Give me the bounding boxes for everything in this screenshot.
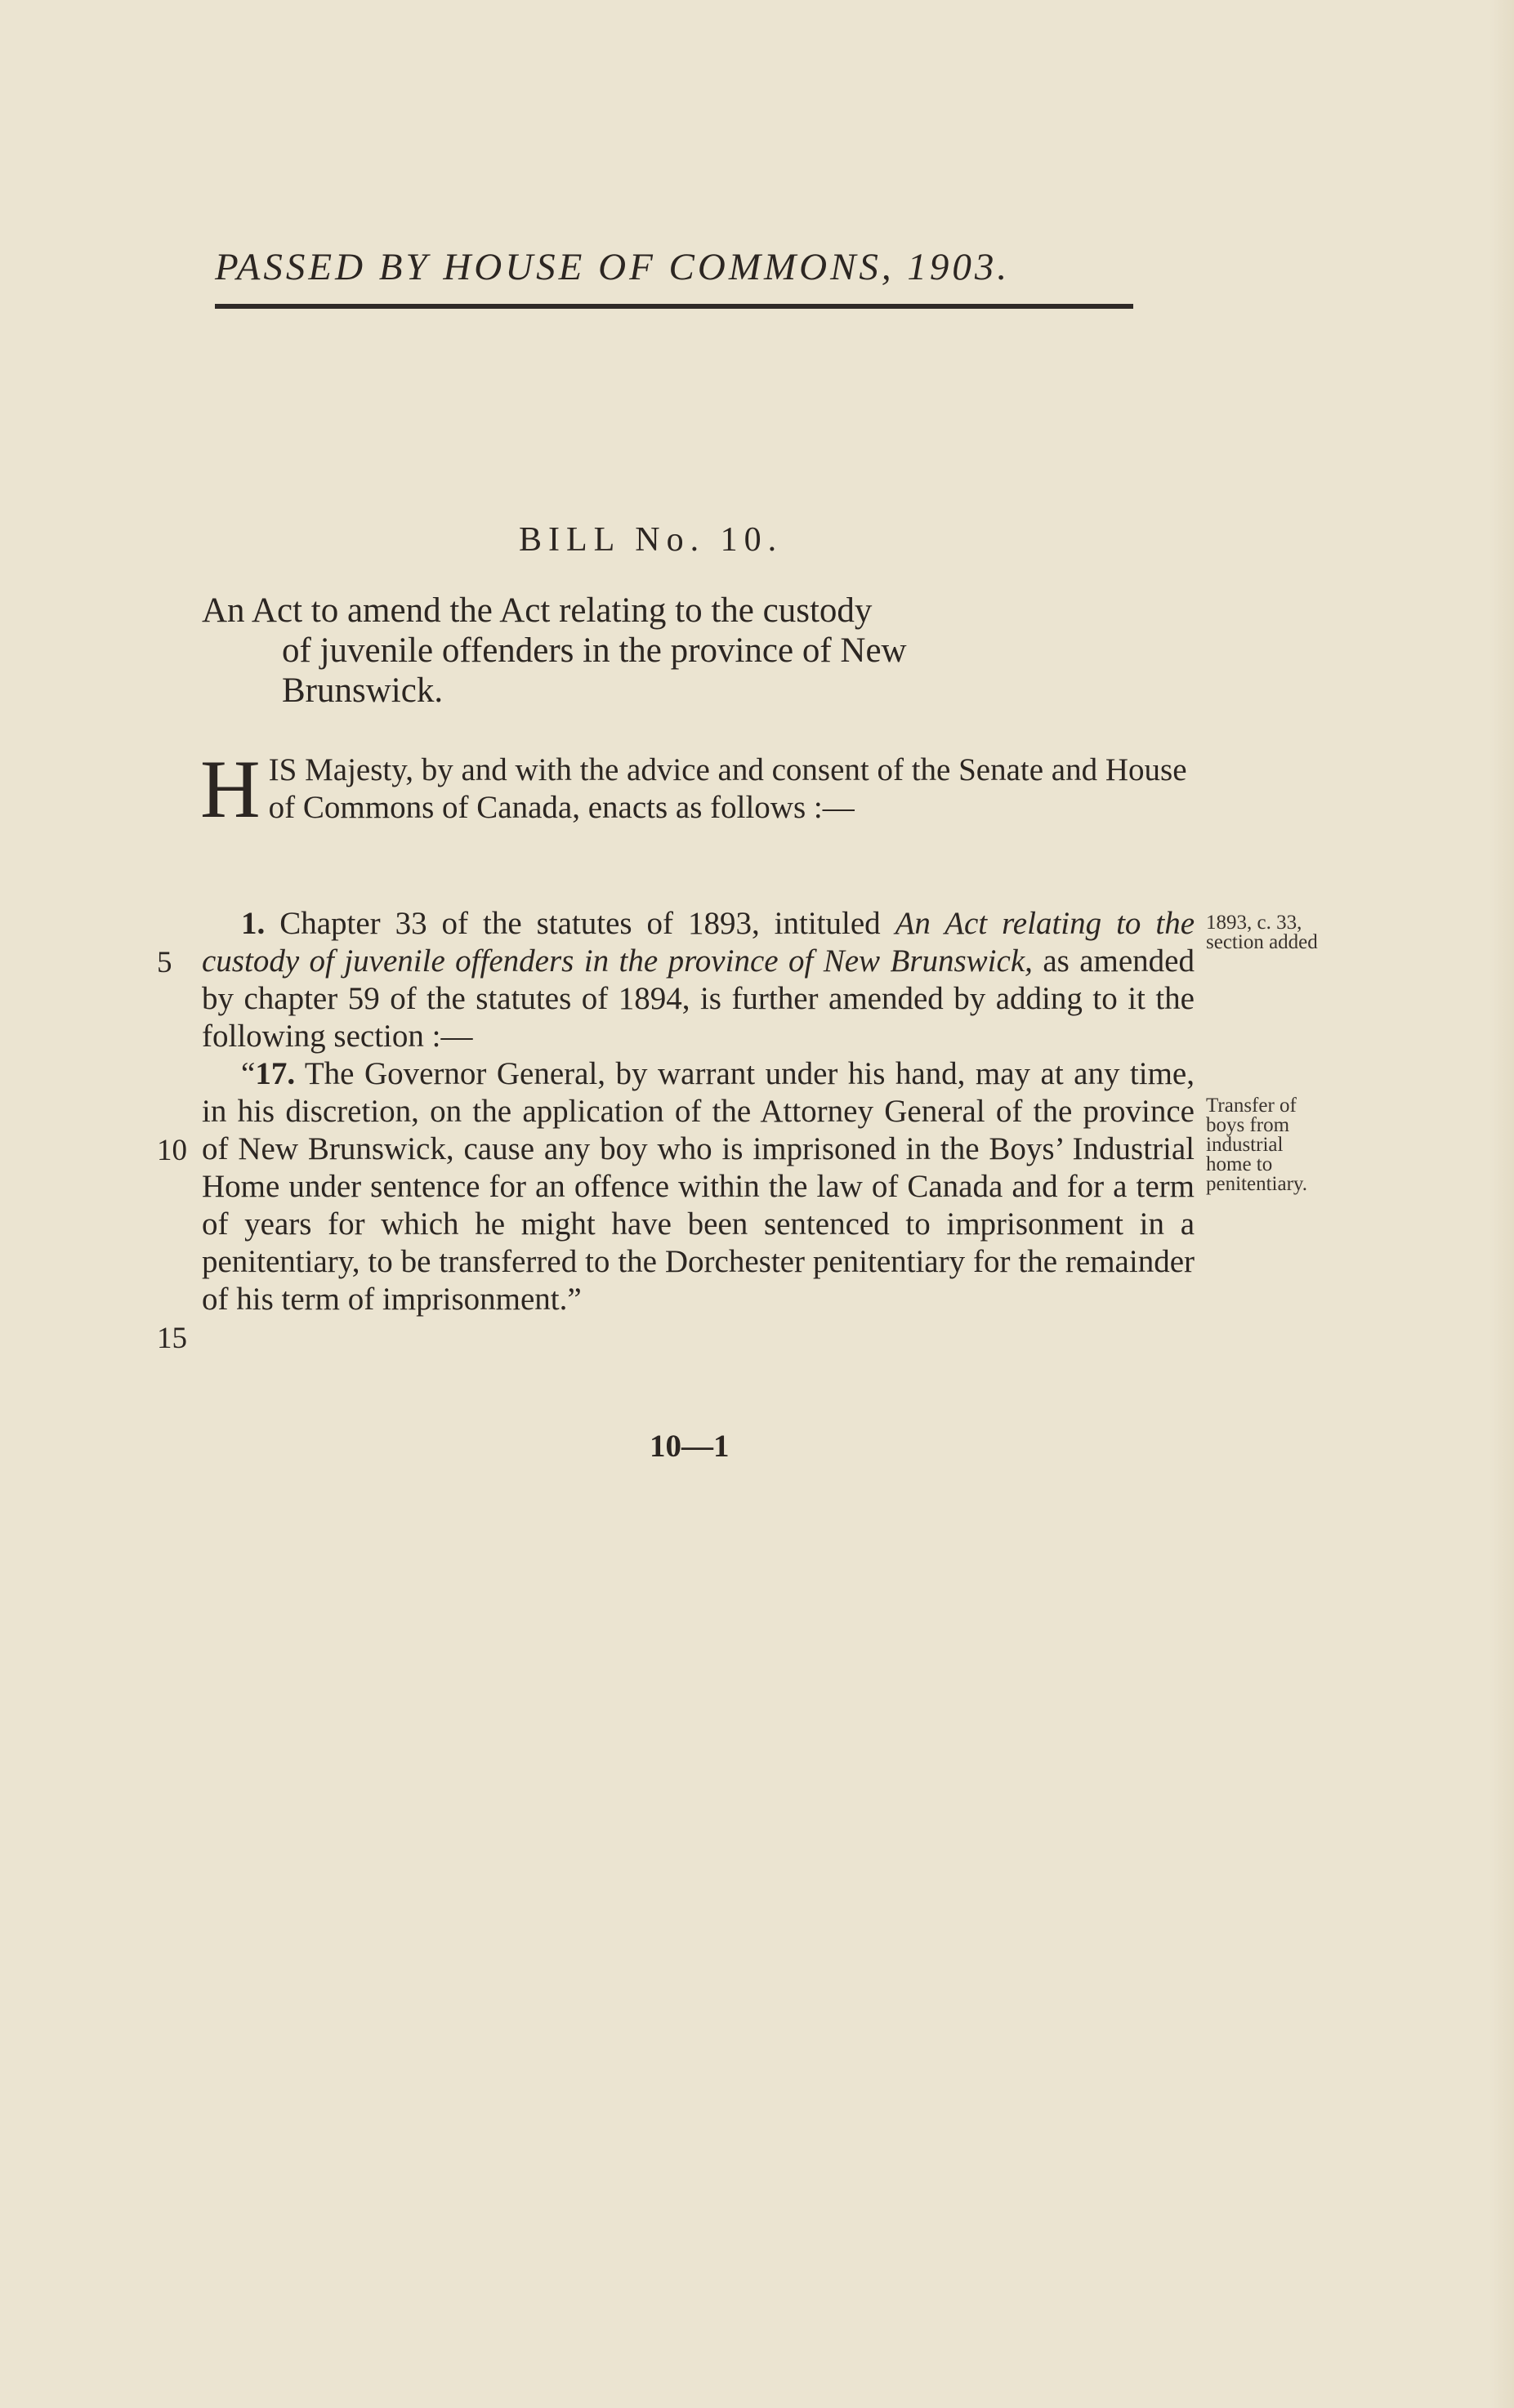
section-1-number: 1.: [241, 906, 266, 941]
act-title-line-3: Brunswick.: [282, 671, 444, 710]
margin-note-2-line-4: home to: [1206, 1153, 1273, 1175]
section-1-paragraph: [202, 905, 1195, 1055]
margin-note-transfer: [1206, 1096, 1307, 1194]
paper-edge: [1489, 0, 1514, 2408]
bill-number-title: BILL No. 10.: [519, 521, 784, 559]
margin-note-section-added: [1206, 913, 1318, 952]
act-title-line-1: An Act to amend the Act relating to the custody: [202, 591, 873, 630]
section-1-block: [202, 905, 1195, 1318]
margin-note-1-line-1: 1893, c. 33,: [1206, 912, 1302, 934]
section-17-number: 17.: [255, 1056, 296, 1091]
margin-note-2-line-1: Transfer of: [1206, 1095, 1297, 1117]
margin-note-2-line-2: boys from: [1206, 1114, 1290, 1136]
enacting-clause: [200, 743, 1193, 836]
line-number-15: 15: [157, 1322, 187, 1355]
act-long-title: [202, 591, 1190, 711]
enacting-clause-text: IS Majesty, by and with the advice and consent of the Senate and House of Commons of Canada, enacts as follows :—: [268, 752, 1187, 825]
line-number-5: 5: [157, 946, 172, 979]
margin-note-1-line-2: section added: [1206, 931, 1318, 953]
act-title-line-2: of juvenile offenders in the province of New: [282, 631, 907, 670]
section-1-text-before: Chapter 33 of the statutes of 1893, intituled: [279, 906, 881, 941]
passage-header: PASSED BY HOUSE OF COMMONS, 1903.: [215, 246, 1011, 288]
section-17-text: The Governor General, by warrant under his hand, may at any time, in his discretion, on the application of the Attorney General of the province of New Brunswick, cause any boy who is imprisoned in the Boys’ Industrial Home under sentence for an offence within the law of Canada and for a term of years for which he might have been sentenced to imprisonment in a penitentiary, to be transferred to the Dorchester penitentiary for the remainder of his term of imprisonment.”: [202, 1056, 1195, 1317]
section-1-text-after: as amended by chapter 59 of the statutes of 1894, is further amended by adding to it the following section :—: [202, 943, 1195, 1054]
header-rule: [215, 304, 1133, 309]
drop-cap-letter: H: [200, 743, 261, 836]
line-number-10: 10: [157, 1134, 187, 1167]
margin-note-2-line-3: industrial: [1206, 1134, 1284, 1156]
section-17-paragraph: [202, 1055, 1195, 1318]
margin-note-2-line-5: penitentiary.: [1206, 1173, 1308, 1195]
section-17-open-quote: “: [241, 1056, 256, 1091]
folio-signature: 10—1: [650, 1429, 730, 1464]
section-1-cited-act-title: An Act relating to the custody of juvenile offenders in the province of New Brunswick,: [202, 906, 1195, 979]
